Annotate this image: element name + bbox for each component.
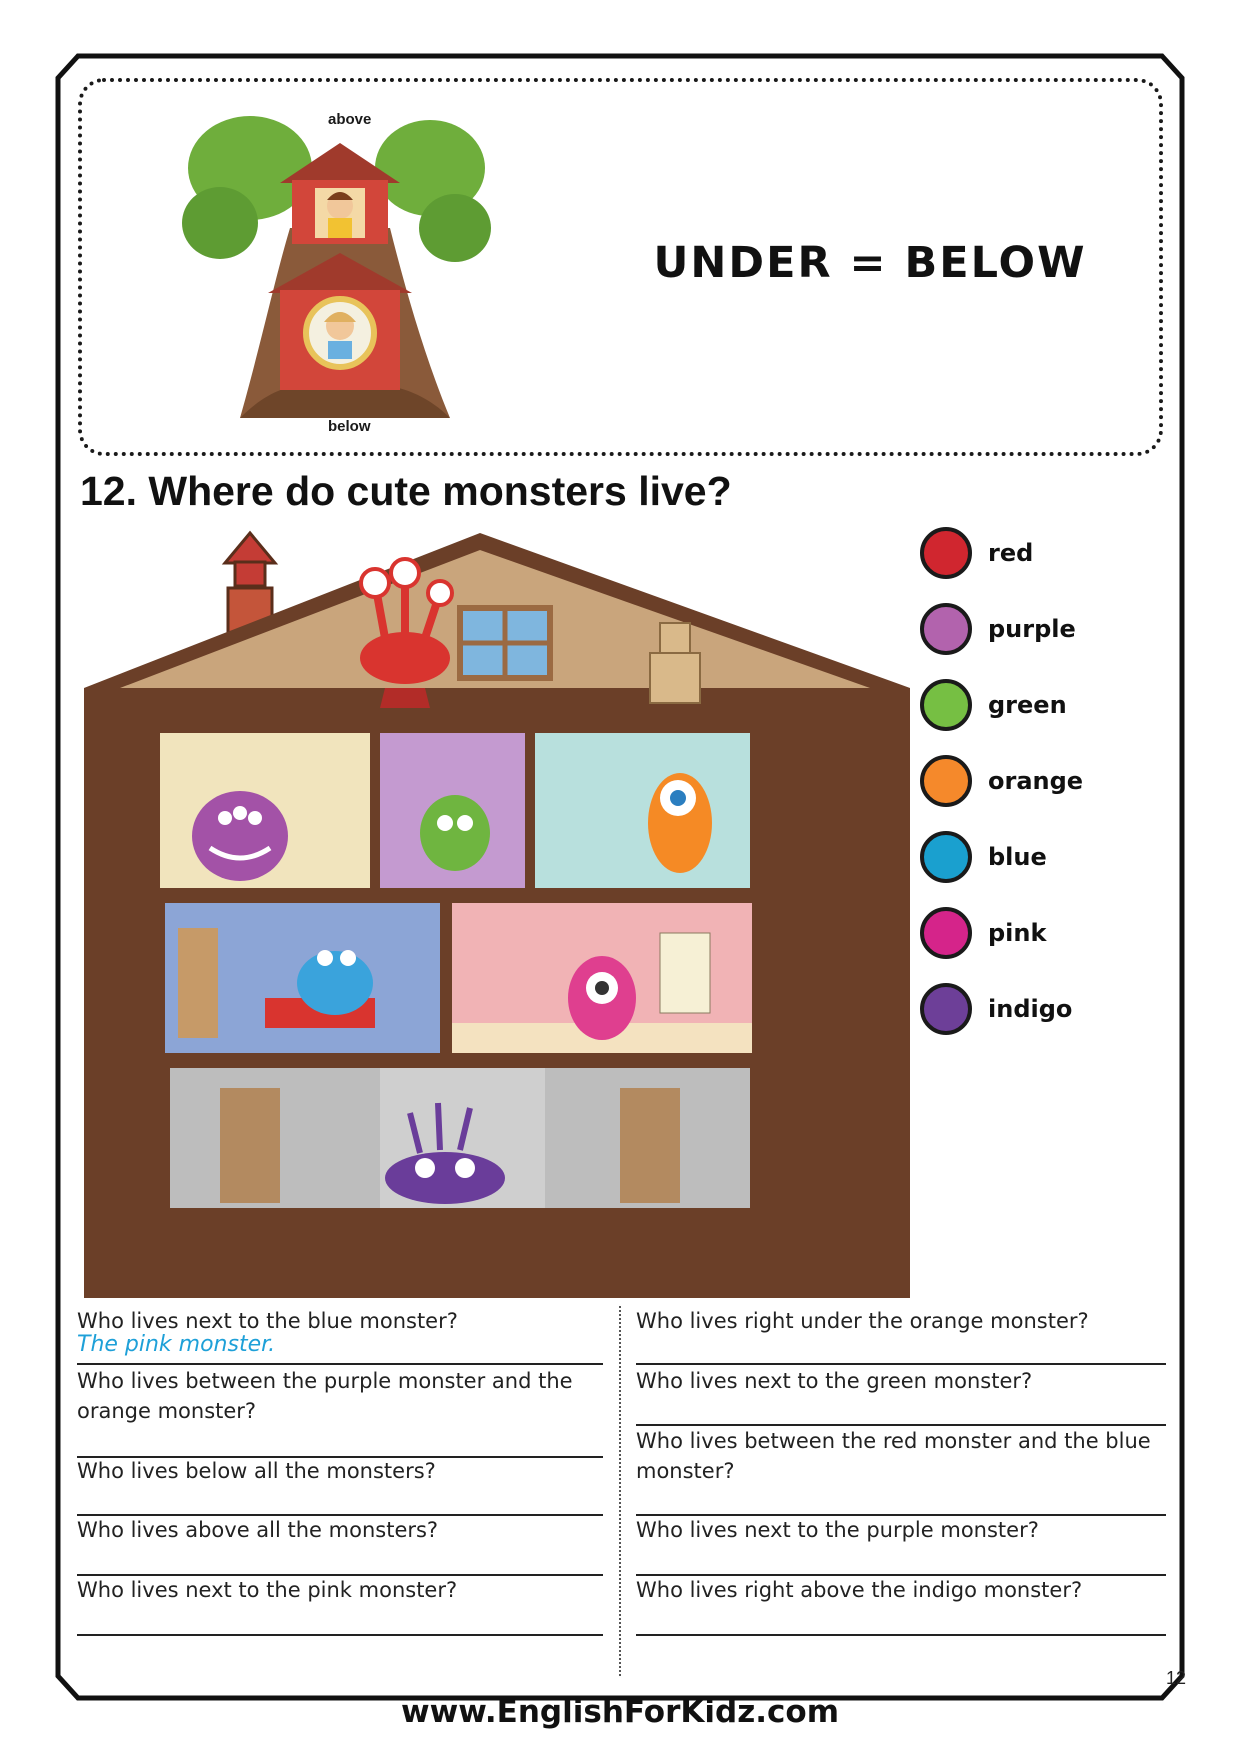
exercise-title: 12. Where do cute monsters live? — [80, 468, 732, 514]
legend-item-blue — [920, 829, 1047, 885]
answer-line[interactable] — [77, 1363, 603, 1365]
tree-label-above: above — [328, 111, 372, 128]
question-text: Who lives next to the green monster? — [636, 1369, 1033, 1393]
legend-item-orange — [920, 753, 1083, 809]
column-divider — [619, 1306, 621, 1676]
question-text: Who lives between the red monster and the blue monster? — [636, 1429, 1151, 1483]
question-text: Who lives next to the blue monster? — [77, 1309, 458, 1333]
question-text: Who lives next to the pink monster? — [77, 1578, 458, 1602]
question-text: Who lives below all the monsters? — [77, 1459, 436, 1483]
legend-label: green — [988, 691, 1067, 719]
legend-item-red — [920, 525, 1033, 581]
concept-equation: UNDER = BELOW — [653, 238, 1087, 288]
legend-label: indigo — [988, 995, 1073, 1023]
legend-swatch — [920, 603, 972, 655]
legend-label: orange — [988, 767, 1084, 795]
footer-url: www.EnglishForKidz.com — [400, 1694, 840, 1730]
legend-item-green — [920, 677, 1067, 733]
legend-label: pink — [988, 919, 1047, 947]
answer-text: The pink monster. — [77, 1332, 276, 1357]
legend-label: purple — [988, 615, 1076, 643]
treehouse-illustration — [180, 88, 500, 438]
legend-swatch — [920, 907, 972, 959]
legend-item-indigo — [920, 981, 1072, 1037]
answer-line[interactable] — [636, 1634, 1166, 1636]
tree-label-below: below — [328, 418, 371, 435]
legend-item-purple — [920, 601, 1076, 657]
page-number: 12 — [1166, 1668, 1187, 1688]
legend-swatch — [920, 755, 972, 807]
legend-swatch — [920, 831, 972, 883]
legend-label: blue — [988, 843, 1047, 871]
legend-swatch — [920, 679, 972, 731]
answer-line[interactable] — [77, 1634, 603, 1636]
answer-line[interactable] — [636, 1363, 1166, 1365]
question-text: Who lives next to the purple monster? — [636, 1518, 1039, 1542]
question-text: Who lives right above the indigo monster? — [636, 1578, 1083, 1602]
legend-item-pink — [920, 905, 1046, 961]
legend-swatch — [920, 983, 972, 1035]
question-text: Who lives right under the orange monster? — [636, 1309, 1089, 1333]
question-text: Who lives above all the monsters? — [77, 1518, 439, 1542]
question-text: Who lives between the purple monster and the orange monster? — [77, 1369, 573, 1423]
legend-swatch — [920, 527, 972, 579]
legend-label: red — [988, 539, 1034, 567]
monster-house-illustration — [80, 528, 910, 1298]
